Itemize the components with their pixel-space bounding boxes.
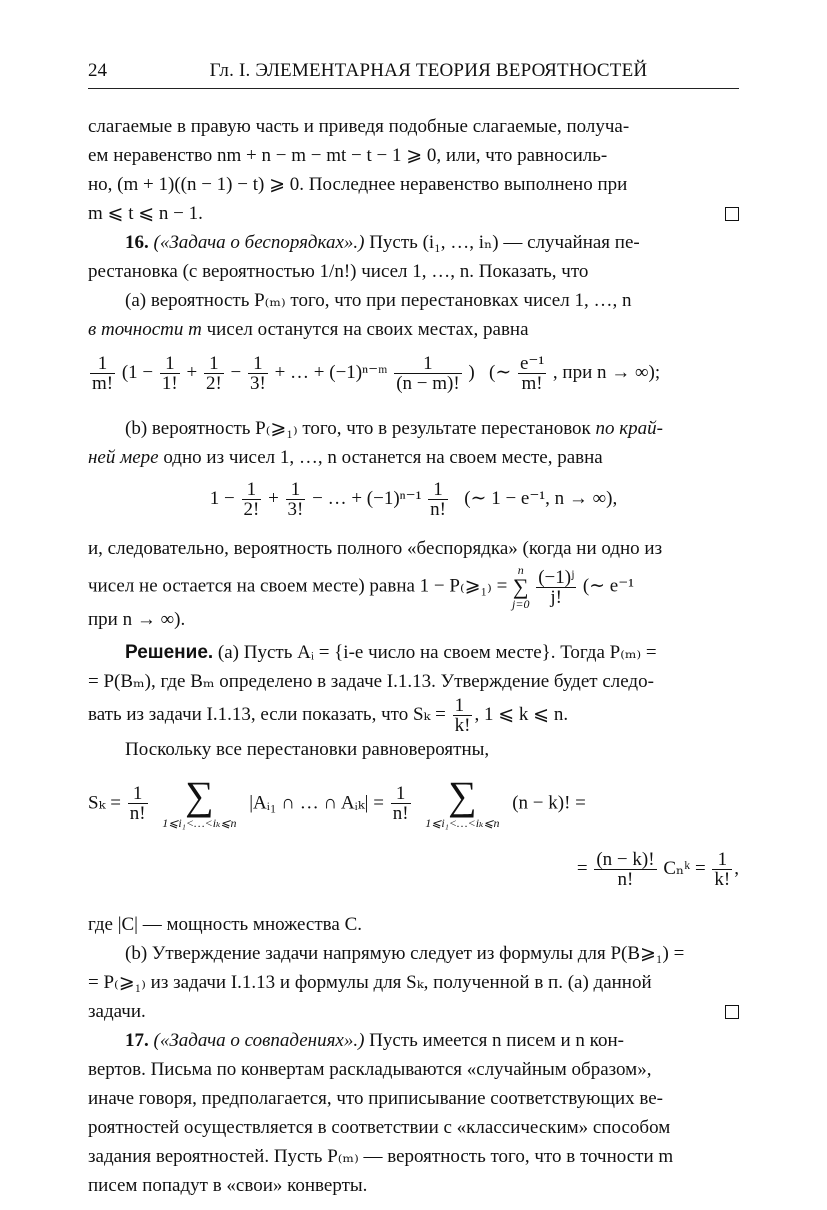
solution-line: где |C| — мощность множества C. — [88, 914, 362, 935]
fraction: $\frac{1}{m!}$ — [92, 353, 114, 394]
fraction: $\frac{1}{k!}$ — [454, 695, 471, 736]
part-b-line — [88, 414, 739, 443]
formula-term: − … + (−1)ⁿ⁻¹ — [312, 487, 422, 509]
formula-term: − — [230, 361, 242, 383]
sum-symbol: ∑ 1⩽i₁<…<iₖ⩽n — [425, 773, 500, 830]
solution-text: вать из задачи I.1.13, если показать, что Sₖ = — [88, 703, 446, 725]
formula-term: (1 − — [121, 361, 154, 383]
solution-line: = P(Bₘ), где Bₘ определено в задаче I.1.13. Утверждение будет следо- — [88, 671, 654, 692]
sum-symbol: ∑ 1⩽i₁<…<iₖ⩽n — [162, 773, 237, 830]
solution-text: (a) Пусть Aᵢ = {i-е число на своем месте}. Тогда P₍ₘ₎ = — [217, 642, 657, 663]
fraction: $\frac{1}{n!}$ — [430, 479, 446, 520]
fraction: $\frac{\text{(−1)ʲ}}{j!}$ — [538, 566, 575, 608]
formula-term: |Aᵢ₁ ∩ … ∩ Aᵢₖ| = — [249, 792, 384, 814]
solution-line: Поскольку все перестановки равновероятны, — [125, 739, 490, 760]
problem17-line: писем попадут в «свои» конверты. — [88, 1175, 368, 1196]
part-b-emphasis: по край- — [595, 418, 664, 439]
formula-sk — [88, 773, 739, 848]
fraction: $\frac{1}{2!}$ — [205, 353, 222, 394]
formula-term: + … + (−1)ⁿ⁻ᵐ — [274, 361, 388, 383]
complete-derangement-line3: при n → ∞). — [88, 609, 186, 630]
solution-text: задачи. — [88, 1001, 146, 1022]
formula-term: 1 − — [209, 487, 235, 509]
formula-term: (n − k)! = — [512, 792, 586, 814]
problem17-line: роятностей осуществляется в соответствии с «классическим» способом — [88, 1117, 671, 1138]
part-b-text: (b) вероятность P₍⩾₁₎ того, что в результате перестановок — [125, 418, 591, 439]
problem17-number: 17. — [125, 1030, 149, 1051]
sum-symbol-small: n ∑ j=0 — [512, 563, 530, 611]
solution-line — [88, 638, 739, 667]
formula-term: Cₙᵏ = — [663, 857, 706, 879]
formula-term: ) — [468, 361, 475, 383]
formula-term: Sₖ = — [88, 792, 121, 814]
page-number: 24 — [88, 60, 107, 81]
complete-derangement-line2 — [88, 563, 739, 611]
formula-term: + — [268, 487, 279, 509]
para1-line: но, (m + 1)((n − 1) − t) ⩾ 0. Последнее неравенство выполнено при — [88, 174, 628, 195]
formula-term: + — [186, 361, 198, 383]
complete-derangement-line: и, следовательно, вероятность полного «беспорядка» (когда ни одно из — [88, 538, 663, 559]
formula-term: (∼ 1 − e⁻¹, n → ∞), — [464, 487, 618, 509]
text-body — [88, 112, 739, 1200]
formula-term: , при n → ∞); — [552, 361, 661, 383]
solution-label: Решение. — [125, 642, 214, 663]
fraction: $\frac{1}{n!}$ — [392, 782, 409, 824]
fraction: $\frac{1}{3!}$ — [250, 353, 266, 394]
part-a-text: чисел останутся на своих местах, равна — [206, 319, 529, 340]
problem16-text: Пусть (i₁, …, iₙ) — случайная пе- — [369, 232, 640, 253]
solution-line — [88, 997, 739, 1026]
formula-term: (∼ — [489, 361, 512, 383]
para1-last: m ⩽ t ⩽ n − 1. — [88, 203, 203, 224]
solution-line: = P₍⩾₁₎ из задачи I.1.13 и формулы для Sₖ, полученной в п. (a) данной — [88, 972, 652, 993]
formula-term: чисел не остается на своем месте) равна 1 − P₍⩾₁₎ = — [88, 575, 508, 597]
problem16-line: рестановка (с вероятностью 1/n!) чисел 1, …, n. Показать, что — [88, 261, 589, 282]
para1-line: ем неравенство nm + n − m − mt − t − 1 ⩾ 0, или, что равносиль- — [88, 145, 608, 166]
fraction: $\frac{1}{2!}$ — [243, 479, 260, 520]
qed-square-icon — [725, 1005, 739, 1019]
qed-square-icon — [725, 207, 739, 221]
part-b-emphasis: ней мере — [88, 447, 159, 468]
running-header — [88, 58, 739, 89]
part-b-text: одно из чисел 1, …, n останется на своем месте, равна — [163, 447, 603, 468]
para1-line: слагаемые в правую часть и приведя подобные слагаемые, получа- — [88, 116, 630, 137]
problem17-name: («Задача о совпадениях».) — [153, 1030, 365, 1051]
problem17-text: Пусть имеется n писем и n кон- — [369, 1030, 624, 1051]
solution-line: (b) Утверждение задачи напрямую следует из формулы для P(B⩾₁) = — [125, 943, 685, 964]
fraction: $\frac{1}{(n - m)!}$ — [396, 353, 460, 394]
part-a-emphasis: в точности m — [88, 319, 202, 340]
formula-sk-result — [88, 850, 739, 904]
problem17-statement — [88, 1026, 739, 1055]
formula-term: (∼ e⁻¹ — [582, 575, 634, 597]
fraction: $\frac{1}{n!}$ — [129, 782, 146, 824]
solution-text: , 1 ⩽ k ⩽ n. — [474, 703, 569, 725]
formula-term: = — [576, 857, 588, 879]
problem17-line: задания вероятностей. Пусть P₍ₘ₎ — вероятность того, что в точности m — [88, 1146, 674, 1167]
solution-line — [88, 696, 739, 735]
formula-term: , — [734, 857, 739, 879]
part-b-line2 — [88, 443, 739, 472]
problem16-number: 16. — [125, 232, 149, 253]
running-title: Гл. I. ЭЛЕМЕНТАРНАЯ ТЕОРИЯ ВЕРОЯТНОСТЕЙ — [209, 60, 648, 81]
problem16-statement — [88, 228, 739, 257]
problem17-line: вертов. Письма по конвертам раскладываются «случайным образом», — [88, 1059, 652, 1080]
part-a-line: (a) вероятность P₍ₘ₎ того, что при перестановках чисел 1, …, n — [125, 290, 632, 311]
fraction: $\frac{1}{1!}$ — [161, 353, 178, 394]
fraction: $\frac{\text{e⁻¹}}{m!}$ — [520, 353, 545, 394]
part-a-line2 — [88, 315, 739, 344]
problem17-line: иначе говоря, предполагается, что приписывание соответствующих ве- — [88, 1088, 664, 1109]
problem16-name: («Задача о беспорядках».) — [153, 232, 365, 253]
formula-derangement-b — [88, 480, 739, 530]
fraction: $\frac{1}{3!}$ — [287, 479, 304, 520]
formula-derangement-a — [88, 354, 739, 408]
fraction: $\frac{1}{k!}$ — [714, 849, 731, 890]
fraction: $\frac{(n - k)!}{n!}$ — [596, 849, 655, 890]
para1-line — [88, 199, 739, 228]
